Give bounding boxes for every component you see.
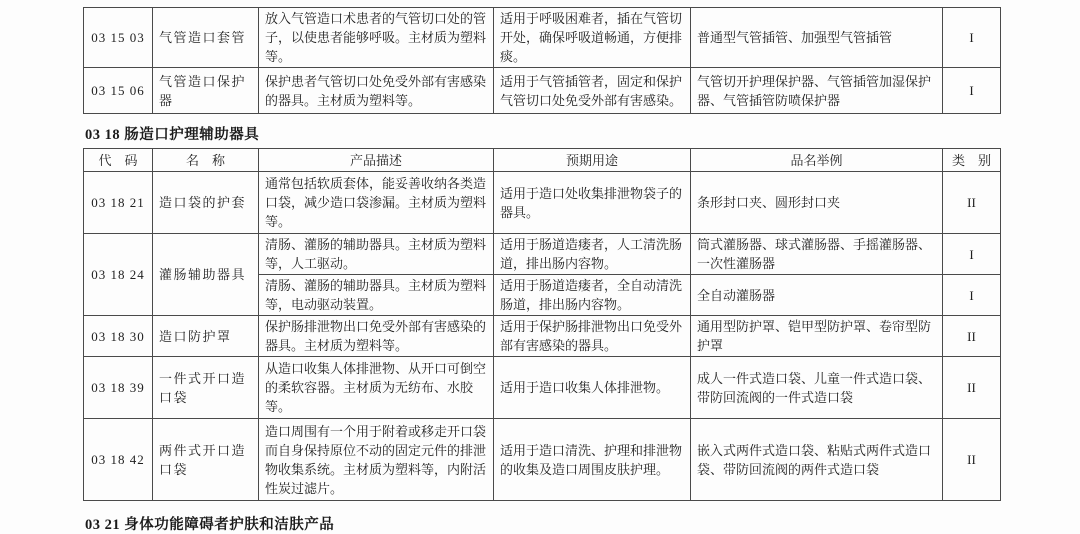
cell-code: 03 18 39	[84, 357, 153, 419]
cell-category: II	[943, 357, 1001, 419]
section-title-0318: 03 18 肠造口护理辅助器具	[85, 127, 260, 143]
col-header-code: 代 码	[84, 149, 153, 172]
table-row	[84, 8, 1001, 68]
cell-intended-use: 适用于造口收集人体排泄物。	[494, 357, 691, 419]
cell-description: 从造口收集人体排泄物、从开口可倒空的柔软容器。主材质为无纺布、水胶等。	[259, 357, 494, 419]
cell-name: 灌肠辅助器具	[153, 234, 259, 316]
cell-description: 保护患者气管切口处免受外部有害感染的器具。主材质为塑料等。	[259, 68, 494, 114]
cell-examples: 条形封口夹、圆形封口夹	[691, 172, 943, 234]
cell-category: II	[943, 172, 1001, 234]
cell-code: 03 18 21	[84, 172, 153, 234]
table-row	[84, 172, 1001, 234]
cell-name: 一件式开口造口袋	[153, 357, 259, 419]
cell-code: 03 18 24	[84, 234, 153, 316]
cell-code: 03 18 30	[84, 316, 153, 357]
cell-category: I	[943, 68, 1001, 114]
table-row	[84, 234, 1001, 275]
table-row	[84, 419, 1001, 501]
cell-intended-use: 适用于保护肠排泄物出口免受外部有害感染的器具。	[494, 316, 691, 357]
cell-category: II	[943, 419, 1001, 501]
section-title-0321: 03 21 身体功能障碍者护肤和洁肤产品	[85, 517, 335, 533]
col-header-examples: 品名举例	[691, 149, 943, 172]
cell-description: 造口周围有一个用于附着或移走开口袋而自身保持原位不动的固定元件的排泄物收集系统。主材质为塑料等，内附活性炭过滤片。	[259, 419, 494, 501]
table-row	[84, 316, 1001, 357]
table-row	[84, 68, 1001, 114]
cell-code: 03 15 06	[84, 68, 153, 114]
cell-category: I	[943, 234, 1001, 275]
table-section-0318	[83, 148, 1001, 501]
cell-examples: 成人一件式造口袋、儿童一件式造口袋、带防回流阀的一件式造口袋	[691, 357, 943, 419]
cell-code: 03 15 03	[84, 8, 153, 68]
cell-name: 气管造口套管	[153, 8, 259, 68]
table-section-0315	[83, 7, 1001, 114]
cell-intended-use: 适用于造口处收集排泄物袋子的器具。	[494, 172, 691, 234]
cell-examples: 通用型防护罩、铠甲型防护罩、卷帘型防护罩	[691, 316, 943, 357]
cell-description: 清肠、灌肠的辅助器具。主材质为塑料等，人工驱动。	[259, 234, 494, 275]
cell-examples: 筒式灌肠器、球式灌肠器、手摇灌肠器、一次性灌肠器	[691, 234, 943, 275]
col-header-intended-use: 预期用途	[494, 149, 691, 172]
cell-description: 通常包括软质套体，能妥善收纳各类造口袋，减少造口袋渗漏。主材质为塑料等。	[259, 172, 494, 234]
cell-description: 保护肠排泄物出口免受外部有害感染的器具。主材质为塑料等。	[259, 316, 494, 357]
cell-examples: 普通型气管插管、加强型气管插管	[691, 8, 943, 68]
col-header-category: 类 别	[943, 149, 1001, 172]
cell-intended-use: 适用于肠道造瘘者，人工清洗肠道，排出肠内容物。	[494, 234, 691, 275]
table-header-row	[84, 149, 1001, 172]
cell-examples: 全自动灌肠器	[691, 275, 943, 316]
cell-examples: 气管切开护理保护器、气管插管加湿保护器、气管插管防喷保护器	[691, 68, 943, 114]
cell-name: 造口袋的护套	[153, 172, 259, 234]
col-header-description: 产品描述	[259, 149, 494, 172]
cell-name: 造口防护罩	[153, 316, 259, 357]
col-header-name: 名 称	[153, 149, 259, 172]
cell-intended-use: 适用于气管插管者，固定和保护气管切口处免受外部有害感染。	[494, 68, 691, 114]
cell-category: II	[943, 316, 1001, 357]
cell-intended-use: 适用于造口清洗、护理和排泄物的收集及造口周围皮肤护理。	[494, 419, 691, 501]
cell-name: 气管造口保护器	[153, 68, 259, 114]
cell-name: 两件式开口造口袋	[153, 419, 259, 501]
table-row	[84, 357, 1001, 419]
cell-intended-use: 适用于呼吸困难者，插在气管切开处，确保呼吸道畅通，方便排痰。	[494, 8, 691, 68]
cell-examples: 嵌入式两件式造口袋、粘贴式两件式造口袋、带防回流阀的两件式造口袋	[691, 419, 943, 501]
cell-category: I	[943, 8, 1001, 68]
cell-category: I	[943, 275, 1001, 316]
cell-intended-use: 适用于肠道造瘘者，全自动清洗肠道，排出肠内容物。	[494, 275, 691, 316]
cell-code: 03 18 42	[84, 419, 153, 501]
cell-description: 清肠、灌肠的辅助器具。主材质为塑料等，电动驱动装置。	[259, 275, 494, 316]
cell-description: 放入气管造口术患者的气管切口处的管子，以使患者能够呼吸。主材质为塑料等。	[259, 8, 494, 68]
